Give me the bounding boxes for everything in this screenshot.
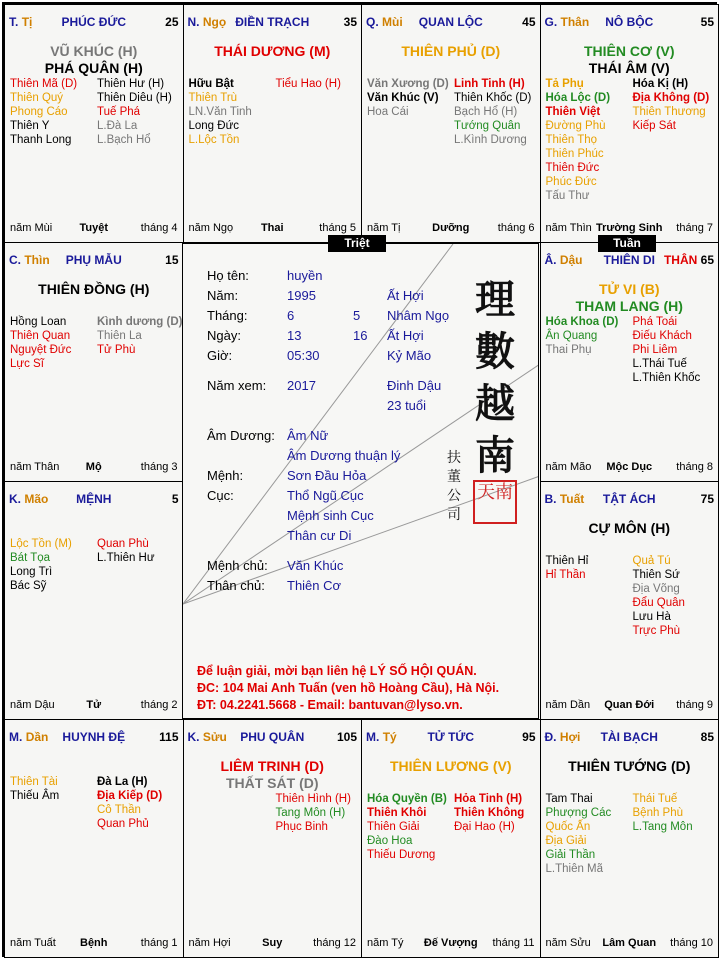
palace-month: tháng 8	[676, 460, 713, 473]
main-star: THIÊN TƯỚNG (D)	[568, 757, 691, 774]
minor-star: Bác Sỹ	[10, 579, 47, 592]
palace-footer	[546, 937, 714, 951]
palace-branch: K. Mão	[9, 491, 49, 506]
minor-star: L.Bạch Hổ	[97, 134, 151, 146]
logo-sub-char: 司	[447, 507, 461, 523]
minor-star: Hồng Loan	[10, 316, 67, 329]
tuan-tag: Tuần	[598, 235, 656, 252]
minor-star: Đà La (H)	[97, 775, 148, 788]
minor-stars-left	[546, 554, 589, 582]
minor-star: Điếu Khách	[632, 330, 692, 343]
amduong-value: Âm Nữ	[287, 428, 329, 443]
main-star: THÁI ÂM (V)	[588, 60, 670, 76]
palace-number: 75	[700, 491, 714, 506]
minor-stars-right	[276, 77, 341, 91]
palace-header	[9, 492, 179, 508]
minor-stars-right	[97, 775, 162, 831]
minor-star: Thiên Quan	[10, 330, 71, 343]
logo-char: 理	[475, 276, 515, 323]
minor-star: Thanh Long	[10, 134, 72, 146]
minor-star: Thiên Hư (H)	[97, 78, 165, 90]
palace-hoi	[540, 719, 720, 958]
minor-star: L.Lộc Tồn	[188, 134, 240, 146]
minor-stars-right	[454, 792, 524, 834]
palace-number: THÂN 65	[663, 253, 714, 268]
palace-year: năm Sửu	[545, 937, 591, 949]
palace-year: năm Thìn	[545, 222, 592, 235]
minor-star: Tang Môn (H)	[275, 806, 346, 819]
palace-ngo	[183, 4, 363, 243]
palace-name: TỬ TỨC	[427, 729, 475, 744]
main-star: THIÊN ĐỒNG (H)	[38, 281, 150, 298]
minor-star: Quốc Ấn	[545, 820, 591, 833]
main-star: VŨ KHÚC (H)	[50, 43, 138, 59]
palace-month: tháng 1	[140, 937, 178, 949]
minor-star: Địa Giải	[545, 834, 587, 847]
calligraphy-sub	[447, 449, 467, 525]
main-star: THIÊN LƯƠNG (V)	[389, 757, 512, 774]
minor-star: Thiên Y	[10, 120, 50, 132]
year-label: Năm:	[207, 288, 239, 303]
view-year-label: Năm xem:	[207, 378, 267, 393]
name-label: Họ tên:	[207, 268, 249, 283]
horoscope-chart	[2, 2, 717, 957]
year-solar: 1995	[287, 288, 316, 303]
minor-star: Đào Hoa	[367, 834, 413, 847]
palace-month: tháng 5	[319, 222, 356, 235]
minor-stars-right	[633, 554, 685, 638]
hour-canchi: Kỷ Mão	[387, 348, 432, 363]
month-label: Tháng:	[207, 308, 248, 323]
minor-star: Thiên Mã (D)	[10, 78, 78, 90]
minor-star: Tuế Phá	[97, 106, 141, 118]
palace-than	[540, 4, 720, 243]
palace-year: năm Thân	[10, 460, 60, 473]
minor-star: Hóa Kị (H)	[632, 78, 689, 90]
palace-footer	[189, 937, 357, 951]
name-value: huyền	[287, 268, 323, 283]
palace-header	[545, 15, 715, 31]
palace-header	[366, 730, 536, 746]
minor-star: Quan Phù	[97, 537, 149, 550]
palace-footer	[10, 461, 178, 475]
palace-year: năm Ngọ	[188, 222, 234, 235]
seal-stamp: 天南	[473, 480, 517, 524]
day-lunar: 16	[353, 328, 368, 343]
main-star: LIÊM TRINH (D)	[220, 757, 324, 774]
minor-star: Linh Tinh (H)	[454, 78, 525, 90]
palace-name: NÔ BỘC	[605, 15, 654, 29]
than-chu-label: Thân chủ:	[207, 578, 265, 593]
minor-star: Kình dương (D)	[97, 316, 183, 329]
triet-tag: Triệt	[328, 235, 386, 252]
palace-year: năm Dậu	[10, 698, 55, 711]
palace-number: 35	[343, 15, 357, 29]
minor-star: Thiên La	[97, 330, 142, 343]
palace-stage: Tuyệt	[79, 222, 109, 235]
main-star: PHÁ QUÂN (H)	[44, 60, 143, 76]
minor-star: L.Thiên Khốc	[632, 372, 701, 385]
palace-year: năm Tuất	[10, 937, 56, 949]
minor-star: Thiên Khốc (D)	[454, 92, 532, 104]
minor-star: Tướng Quân	[454, 120, 521, 132]
minor-star: Thai Phụ	[545, 344, 592, 357]
minor-stars-left	[546, 315, 619, 357]
main-star: THÁI DƯƠNG (M)	[214, 43, 331, 59]
logo-sub-char: 扶	[447, 450, 461, 466]
minor-star: Ân Quang	[545, 330, 598, 343]
palace-month: tháng 2	[140, 698, 178, 711]
minor-star: Địa Võng	[632, 582, 680, 595]
palace-branch: B. Tuất	[544, 491, 585, 506]
minor-star: Hóa Lộc (D)	[545, 92, 611, 104]
palace-stage: Dưỡng	[432, 222, 470, 235]
palace-stage: Bệnh	[80, 937, 108, 949]
palace-footer	[10, 222, 178, 236]
minor-star: Đại Hao (H)	[454, 820, 515, 833]
logo-char: 南	[475, 432, 515, 479]
minor-stars-right	[97, 315, 182, 357]
minor-star: Thiên Việt	[545, 106, 601, 118]
contact-line-1: Để luận giải, mời bạn liên hệ LÝ SỐ HỘI QUÁN.	[197, 664, 477, 678]
minor-star: Hỉ Thần	[545, 568, 586, 581]
minor-star: Văn Khúc (V)	[367, 92, 439, 104]
logo-char: 數	[475, 328, 515, 375]
palace-name: TÀI BẠCH	[600, 729, 658, 744]
minor-star: Bát Tọa	[10, 551, 51, 564]
palace-name: PHU QUÂN	[240, 729, 305, 744]
minor-star: Tấu Thư	[545, 190, 590, 202]
palace-header	[188, 730, 358, 746]
minor-stars-right	[97, 77, 172, 147]
minor-star: L.Thái Tuế	[632, 358, 687, 371]
minor-star: Phi Liêm	[632, 344, 678, 357]
palace-month: tháng 6	[497, 222, 535, 235]
cuc-value: Thổ Ngũ Cục	[287, 488, 364, 503]
minor-star: Hóa Khoa (D)	[545, 316, 619, 329]
menh-chu-label: Mệnh chủ:	[207, 558, 268, 573]
palace-name: QUAN LỘC	[418, 15, 483, 29]
minor-star: Phượng Các	[545, 806, 612, 819]
minor-star: Hỏa Tinh (H)	[454, 792, 523, 805]
minor-star: Thiên Giải	[367, 820, 420, 833]
palace-stage: Trường Sinh	[595, 222, 663, 235]
than-marker: THÂN	[663, 253, 698, 268]
minor-star: Quả Tú	[632, 554, 671, 567]
day-label: Ngày:	[207, 328, 241, 343]
palace-year: năm Hợi	[188, 937, 231, 949]
palace-year: năm Tị	[367, 222, 401, 235]
minor-star: Lộc Tồn (M)	[10, 537, 72, 550]
palace-branch: G. Thân	[544, 15, 590, 29]
palace-month: tháng 11	[492, 937, 535, 949]
palace-dau	[540, 242, 720, 481]
palace-branch: Â. Dậu	[544, 253, 583, 268]
minor-star: Phúc Đức	[545, 176, 597, 188]
hour-value: 05:30	[287, 348, 320, 363]
palace-stage: Mộc Dục	[606, 460, 653, 473]
than-chu-value: Thiên Cơ	[287, 578, 342, 593]
menh-chu-value: Văn Khúc	[287, 558, 344, 573]
palace-branch: Đ. Hợi	[544, 729, 581, 744]
minor-star: Tả Phụ	[545, 78, 584, 90]
minor-stars-right	[633, 315, 701, 385]
minor-star: Lực Sĩ	[10, 358, 44, 371]
palace-name: ĐIỀN TRẠCH	[235, 15, 310, 29]
palace-branch: K. Sửu	[187, 729, 227, 744]
minor-star: LN.Văn Tinh	[188, 106, 252, 118]
minor-star: Hóa Quyền (B)	[367, 792, 447, 805]
minor-star: L.Tang Môn	[632, 820, 693, 833]
palace-ty	[361, 719, 541, 958]
minor-star: Địa Kiếp (D)	[97, 789, 163, 802]
palace-stage: Lâm Quan	[602, 937, 657, 949]
minor-star: Thiên Hình (H)	[275, 792, 351, 805]
palace-month: tháng 3	[140, 460, 178, 473]
palace-stage: Tử	[86, 698, 102, 711]
minor-star: Bệnh Phù	[632, 806, 684, 819]
palace-mao	[4, 481, 184, 720]
palace-header	[366, 15, 536, 31]
minor-star: Thiên Đức	[545, 162, 600, 174]
palace-branch: M. Dần	[9, 729, 49, 744]
age-value: 23 tuổi	[387, 398, 427, 413]
minor-star: Thiên Quý	[10, 92, 64, 104]
palace-number: 25	[165, 15, 179, 29]
minor-star: Thiên Khôi	[367, 806, 427, 819]
menh-label: Mệnh:	[207, 468, 244, 483]
palace-year: năm Tý	[367, 937, 404, 949]
minor-star: L.Thiên Mã	[545, 862, 604, 875]
month-lunar: 5	[353, 308, 361, 323]
minor-star: Thiên Phúc	[545, 148, 604, 160]
palace-month: tháng 9	[676, 698, 713, 711]
minor-star: Cô Thần	[97, 803, 141, 816]
palace-year: năm Dần	[545, 698, 591, 711]
minor-star: Bạch Hổ (H)	[454, 106, 518, 118]
minor-star: Thiên Không	[454, 806, 525, 819]
day-solar: 13	[287, 328, 302, 343]
minor-stars-right	[276, 792, 351, 834]
palace-year: năm Mùi	[10, 222, 53, 235]
minor-stars-right	[633, 77, 710, 133]
calligraphy-logo	[465, 274, 525, 482]
minor-star: Thiên Hỉ	[545, 554, 589, 567]
minor-stars-right	[633, 792, 693, 834]
palace-thin	[4, 242, 184, 481]
palace-branch: M. Tý	[366, 729, 397, 744]
main-star: CỰ MÔN (H)	[588, 519, 671, 536]
minor-star: Thiên Diêu (H)	[97, 92, 172, 104]
view-year-canchi: Đinh Dậu	[387, 378, 442, 393]
palace-header	[9, 15, 179, 31]
palace-header	[545, 492, 715, 508]
minor-star: L.Kình Dương	[454, 134, 527, 146]
palace-stage: Đế Vượng	[423, 937, 478, 949]
minor-star: Trực Phù	[632, 624, 681, 637]
minor-star: Thái Tuế	[632, 792, 678, 805]
minor-star: Đẩu Quân	[632, 596, 685, 609]
view-year-value: 2017	[287, 378, 316, 393]
palace-number: 55	[700, 15, 714, 29]
cuc-label: Cục:	[207, 488, 234, 503]
menh-value: Sơn Đầu Hỏa	[287, 468, 367, 483]
minor-star: Nguyệt Đức	[10, 344, 72, 357]
minor-stars-left	[10, 537, 72, 593]
palace-year: năm Mão	[545, 460, 592, 473]
minor-stars-left	[546, 792, 612, 876]
day-canchi: Ất Hợi	[387, 328, 424, 343]
minor-star: Hoa Cái	[367, 106, 409, 118]
palace-name: TẬT ÁCH	[602, 491, 656, 506]
minor-stars-left	[10, 315, 71, 371]
minor-stars-left	[367, 77, 449, 119]
palace-name: THIÊN DI	[603, 253, 655, 268]
minor-star: Văn Xương (D)	[367, 78, 449, 90]
palace-header	[9, 253, 179, 269]
contact-line-2: ĐC: 104 Mai Anh Tuấn (ven hồ Hoàng Cầu), Hà Nội.	[197, 681, 500, 695]
palace-header	[188, 15, 358, 31]
palace-number: 15	[165, 253, 179, 268]
minor-star: Lưu Hà	[632, 610, 671, 623]
amduong-label: Âm Dương:	[207, 428, 275, 443]
palace-footer	[367, 222, 535, 236]
minor-stars-left	[10, 77, 77, 147]
month-solar: 6	[287, 308, 295, 323]
minor-star: Thiếu Âm	[10, 789, 60, 802]
minor-star: Thiên Thọ	[545, 134, 598, 146]
minor-star: L.Thiên Hư	[97, 551, 155, 564]
main-star: THIÊN PHỦ (D)	[401, 43, 501, 59]
minor-star: Thiên Thương	[632, 106, 706, 118]
minor-stars-right	[454, 77, 531, 147]
palace-footer	[10, 699, 178, 713]
logo-sub-char: 公	[447, 488, 461, 504]
minor-star: Thiên Sứ	[632, 568, 680, 581]
main-star: THIÊN CƠ (V)	[584, 43, 675, 59]
minor-star: Phá Toái	[632, 316, 678, 329]
palace-footer	[546, 461, 714, 475]
minor-star: Long Đức	[188, 120, 240, 132]
palace-number: 105	[336, 729, 357, 744]
minor-star: Giải Thần	[545, 848, 596, 861]
palace-month: tháng 7	[676, 222, 713, 235]
palace-name: PHỤ MẪU	[65, 253, 122, 268]
palace-mui	[361, 4, 541, 243]
palace-branch: C. Thìn	[9, 253, 50, 268]
palace-name: PHÚC ĐỨC	[61, 15, 127, 29]
amduong-relation: Âm Dương thuận lý	[287, 448, 401, 463]
palace-branch: Q. Mùi	[366, 15, 403, 29]
palace-number: 85	[700, 729, 714, 744]
palace-stage: Suy	[262, 937, 283, 949]
palace-month: tháng 12	[313, 937, 356, 949]
contact-line-3: ĐT: 04.2241.5668 - Email: bantuvan@lyso.vn.	[197, 698, 463, 712]
palace-footer	[367, 937, 535, 951]
palace-header	[545, 253, 715, 269]
minor-star: Đường Phù	[545, 120, 606, 132]
palace-stage: Quan Đới	[604, 698, 655, 711]
palace-month: tháng 4	[140, 222, 178, 235]
main-star: THẤT SÁT (D)	[225, 774, 319, 791]
minor-stars-left	[367, 792, 447, 862]
hour-label: Giờ:	[207, 348, 233, 363]
logo-char: 越	[475, 380, 515, 427]
palace-number: 95	[522, 729, 536, 744]
palace-branch: N. Ngọ	[187, 15, 227, 29]
minor-star: Thiên Trù	[188, 92, 238, 104]
minor-star: Long Trì	[10, 565, 53, 578]
minor-star: Phục Binh	[275, 820, 328, 833]
minor-star: Địa Không (D)	[632, 92, 710, 104]
palace-stage: Thai	[260, 222, 284, 235]
palace-dan	[4, 719, 184, 958]
palace-tuat	[540, 481, 720, 720]
minor-stars-left	[546, 77, 611, 203]
palace-month: tháng 10	[670, 937, 713, 949]
palace-footer	[10, 937, 178, 951]
palace-ti	[4, 4, 184, 243]
minor-star: Hữu Bật	[188, 78, 234, 90]
cuc-relation: Mệnh sinh Cục	[287, 508, 374, 523]
minor-star: L.Đà La	[97, 120, 138, 132]
palace-name: MỆNH	[76, 491, 112, 506]
center-panel	[182, 243, 539, 719]
logo-sub-char: 董	[447, 469, 461, 485]
minor-star: Quan Phủ	[97, 817, 149, 830]
palace-branch: T. Tị	[9, 15, 33, 29]
year-canchi: Ất Hợi	[387, 288, 424, 303]
main-star: TỬ VI (B)	[598, 281, 660, 298]
main-star: THAM LANG (H)	[575, 298, 683, 315]
minor-star: Thiếu Dương	[367, 848, 436, 861]
palace-number: 115	[159, 729, 179, 744]
minor-stars-left	[189, 77, 252, 147]
minor-star: Tiểu Hao (H)	[275, 78, 341, 90]
palace-number: 45	[522, 15, 536, 29]
minor-star: Phong Cáo	[10, 106, 68, 118]
minor-star: Kiếp Sát	[632, 120, 676, 132]
than-cu: Thân cư Di	[287, 528, 352, 543]
minor-star: Tam Thai	[545, 792, 593, 805]
month-canchi: Nhâm Ngọ	[387, 308, 450, 323]
minor-stars-right	[97, 537, 155, 565]
palace-header	[9, 730, 179, 746]
palace-number: 5	[171, 491, 179, 506]
minor-star: Thiên Tài	[10, 775, 58, 788]
minor-stars-left	[10, 775, 59, 803]
palace-header	[545, 730, 715, 746]
palace-footer	[546, 699, 714, 713]
minor-star: Tử Phù	[97, 344, 136, 357]
palace-suu	[183, 719, 363, 958]
palace-name: HUYNH ĐỆ	[62, 729, 126, 744]
palace-stage: Mộ	[85, 460, 102, 473]
